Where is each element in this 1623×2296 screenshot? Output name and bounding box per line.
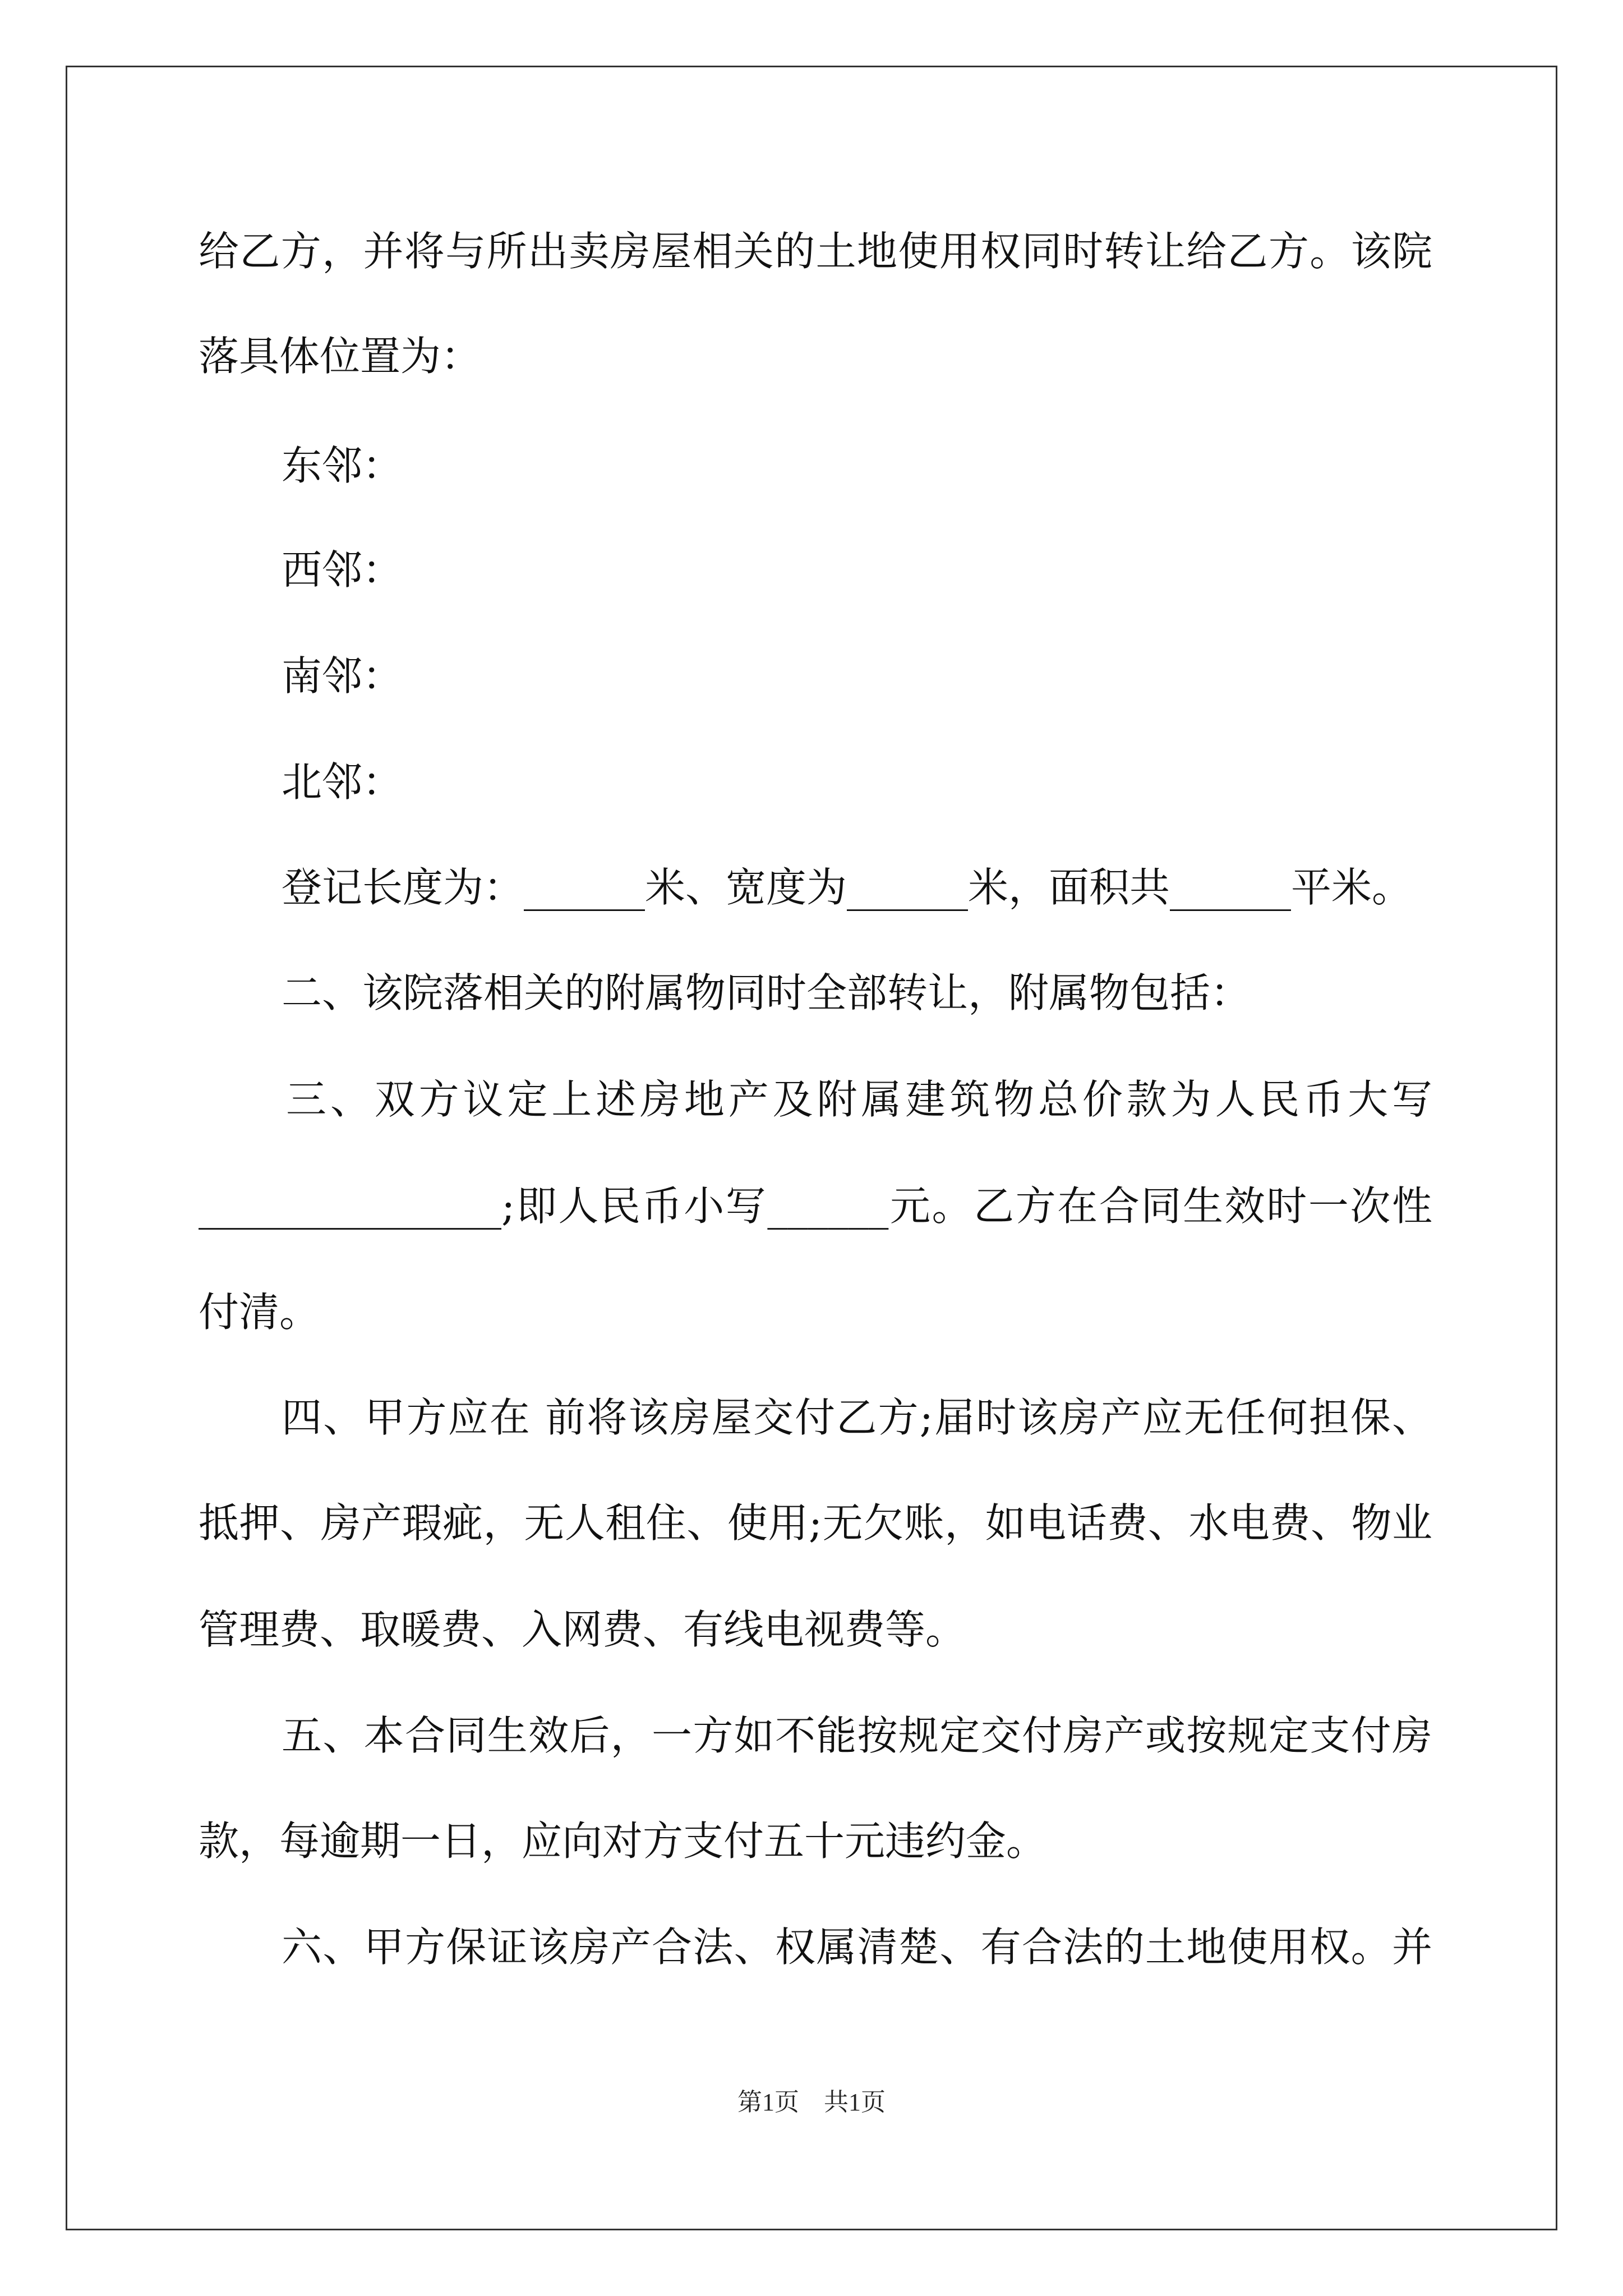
text-line: 登记长度为：______米、宽度为______米，面积共______平米。: [282, 864, 1413, 911]
page-footer: [0, 2086, 1623, 2119]
text-line: _______________;即人民币小写______元。乙方在合同生效时一次性: [199, 1182, 1432, 1230]
text-line: 六、甲方保证该房产合法、权属清楚、有合法的土地使用权。并: [282, 1924, 1432, 1971]
text-line: 五、本合同生效后，一方如不能按规定交付房产或按规定支付房: [282, 1712, 1432, 1759]
text-line: 西邻：: [282, 546, 403, 593]
text-line: 给乙方，并将与所出卖房屋相关的土地使用权同时转让给乙方。该院: [199, 228, 1432, 275]
text-line: 南邻：: [282, 652, 403, 700]
page-border: [66, 66, 1557, 2230]
text-line: 二、该院落相关的附属物同时全部转让，附属物包括：: [282, 969, 1251, 1016]
text-line: 抵押、房产瑕疵，无人租住、使用;无欠账，如电话费、水电费、物业: [199, 1499, 1432, 1547]
text-line: 北邻：: [282, 758, 403, 806]
text-line: 落具体位置为：: [199, 333, 482, 380]
page-total: 共1页: [824, 2088, 886, 2116]
text-line: 付清。: [199, 1289, 320, 1336]
text-line: 管理费、取暖费、入网费、有线电视费等。: [199, 1606, 966, 1653]
text-line: 三、双方议定上述房地产及附属建筑物总价款为人民币大写: [286, 1076, 1432, 1123]
text-line: 款，每逾期一日，应向对方支付五十元违约金。: [199, 1818, 1047, 1865]
text-line: 四、甲方应在 前将该房屋交付乙方;届时该房产应无任何担保、: [282, 1394, 1432, 1441]
text-line: 东邻：: [282, 442, 403, 489]
page-number: 第1页: [737, 2088, 799, 2116]
